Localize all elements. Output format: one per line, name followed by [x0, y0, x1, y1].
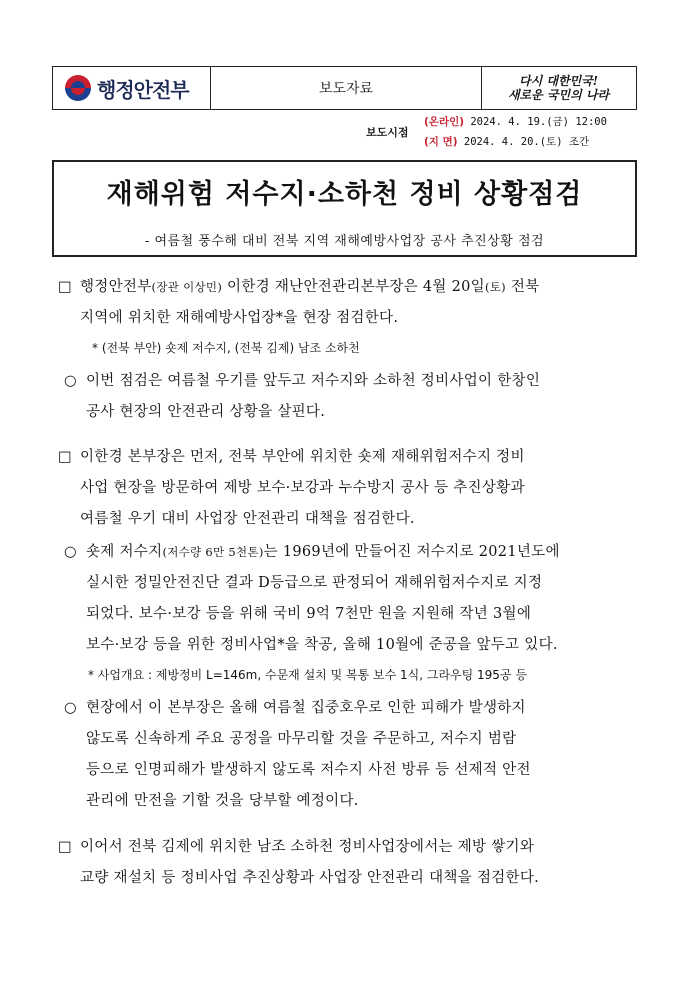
paragraph-2-line-1: ○ 이번 점검은 여름철 우기를 앞두고 저수지와 소하천 정비사업이 한창인	[64, 366, 540, 396]
paragraph-4-line-1: ○ 숏제 저수지(저수량 6만 5천톤)는 1969년에 만들어진 저수지로 2021년도에	[64, 537, 560, 567]
slogan-line-1: 다시 대한민국!	[519, 74, 598, 88]
paragraph-5-line-1: ○ 현장에서 이 본부장은 올해 여름철 집중호우로 인한 피해가 발생하지	[64, 693, 526, 723]
slogan-line-2: 새로운 국민의 나라	[507, 88, 610, 102]
paragraph-4-line-3: 되었다. 보수·보강 등을 위해 국비 9억 7천만 원을 지원해 작년 3월에	[86, 606, 532, 622]
paragraph-3-line-1: □ 이한경 본부장은 먼저, 전북 부안에 위치한 숏제 재해위험저수지 정비	[58, 442, 525, 472]
circle-bullet: ○	[64, 700, 77, 716]
press-header	[52, 66, 637, 110]
online-tag: (온라인)	[424, 116, 465, 128]
circle-bullet: ○	[64, 544, 77, 560]
title-box	[52, 160, 637, 257]
paragraph-4-line-2: 실시한 정밀안전진단 결과 D등급으로 판정되어 재해위험저수지로 지정	[86, 575, 543, 591]
square-bullet: □	[58, 839, 72, 855]
paragraph-1-line-2: 지역에 위치한 재해예방사업장*을 현장 점검한다.	[80, 310, 399, 326]
paragraph-5-line-3: 등으로 인명피해가 발생하지 않도록 저수지 사전 방류 등 선제적 안전	[86, 762, 531, 778]
footnote-2: * 사업개요 : 제방정비 L=146m, 수문재 설치 및 복통 보수 1식, 그라우팅 195공 등	[88, 668, 527, 682]
release-print	[424, 134, 589, 149]
paragraph-2-line-2: 공사 현장의 안전관리 상황을 살핀다.	[86, 404, 326, 420]
paragraph-3-line-3: 여름철 우기 대비 사업장 안전관리 대책을 점검한다.	[80, 511, 415, 527]
slogan-cell	[481, 67, 636, 109]
paragraph-5-line-4: 관리에 만전을 기할 것을 당부할 예정이다.	[86, 793, 359, 809]
square-bullet: □	[58, 279, 72, 295]
release-time-label: 보도시점	[366, 126, 409, 139]
paragraph-6-line-1: □ 이어서 전북 김제에 위치한 남조 소하천 정비사업장에서는 제방 쌓기와	[58, 832, 534, 862]
paragraph-6-line-2: 교량 재설치 등 정비사업 추진상황과 사업장 안전관리 대책을 점검한다.	[80, 870, 540, 886]
page-subtitle: - 여름철 풍수해 대비 전북 지역 재해예방사업장 공사 추진상황 점검	[144, 234, 545, 249]
square-bullet: □	[58, 449, 72, 465]
page-title: 재해위험 저수지·소하천 정비 상황점검	[106, 179, 583, 210]
paragraph-4-line-4: 보수·보강 등을 위한 정비사업*을 착공, 올해 10월에 준공을 앞두고 있다.	[86, 637, 558, 653]
paragraph-3-line-2: 사업 현장을 방문하여 제방 보수·보강과 누수방지 공사 등 추진상황과	[80, 480, 525, 496]
print-tag: (지 면)	[424, 136, 458, 148]
paragraph-1-line-1: □ 행정안전부(장관 이상민) 이한경 재난안전관리본부장은 4월 20일(토) 전북	[58, 272, 539, 302]
circle-bullet: ○	[64, 373, 77, 389]
footnote-1: * (전북 부안) 숏제 저수지, (전북 김제) 남조 소하천	[92, 341, 360, 355]
government-emblem-icon	[65, 75, 91, 101]
online-time: 2024. 4. 19.(금) 12:00	[470, 116, 607, 128]
paragraph-5-line-2: 않도록 신속하게 주요 공정을 마무리할 것을 주문하고, 저수지 범람	[86, 731, 517, 747]
press-release-label-cell	[211, 67, 482, 109]
ministry-name: 행정안전부	[97, 77, 189, 102]
release-online	[424, 114, 607, 129]
print-time: 2024. 4. 20.(토) 조간	[463, 136, 590, 148]
ministry-logo-cell	[53, 67, 211, 109]
press-release-label: 보도자료	[318, 81, 374, 97]
